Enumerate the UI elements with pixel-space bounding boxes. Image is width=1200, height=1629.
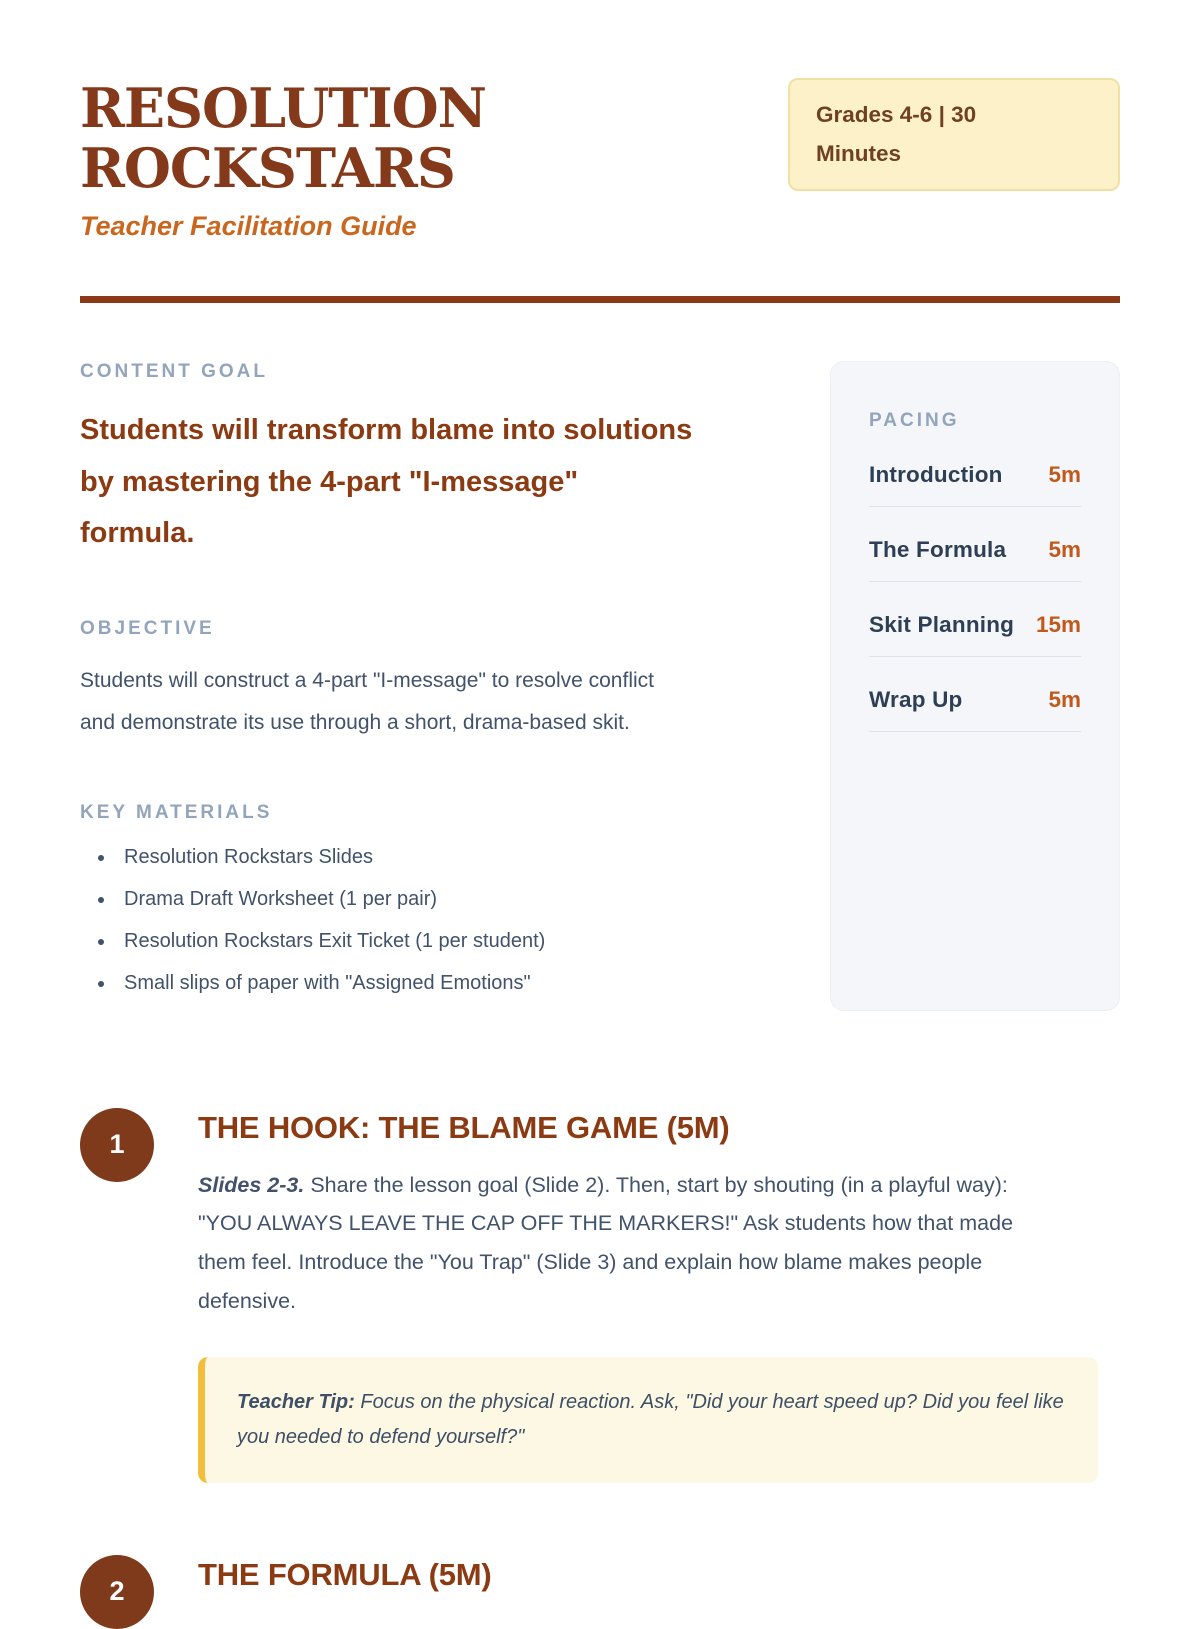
step-number-badge: 2 xyxy=(80,1555,154,1629)
step-body-text xyxy=(198,1166,1046,1321)
header-divider xyxy=(80,296,1120,303)
pacing-label: PACING xyxy=(869,409,960,431)
key-materials-list xyxy=(80,846,798,995)
pacing-item-time: 5m xyxy=(1048,686,1081,712)
pacing-row xyxy=(869,462,1081,507)
pacing-item-label: Wrap Up xyxy=(869,686,963,712)
step-1 xyxy=(80,1102,1120,1483)
step-body-lead: Slides 2-3. xyxy=(198,1172,305,1197)
step-content xyxy=(198,1102,1120,1483)
grade-duration-badge xyxy=(788,78,1120,191)
page-subtitle: Teacher Facilitation Guide xyxy=(80,210,417,241)
step-heading: THE HOOK: THE BLAME GAME (5M) xyxy=(198,1109,730,1145)
pacing-item-time: 5m xyxy=(1048,461,1081,487)
step-number-badge: 1 xyxy=(80,1108,154,1182)
pacing-item-label: Introduction xyxy=(869,461,1003,487)
pacing-item-time: 15m xyxy=(1035,611,1081,637)
teacher-tip-label: Teacher Tip: xyxy=(237,1390,355,1413)
pacing-card xyxy=(830,361,1120,1011)
pacing-item-label: The Formula xyxy=(869,536,1007,562)
step-body-rest: Share the lesson goal (Slide 2). Then, start by shouting (in a playful way): "YOU ALWAYS LEAVE THE CAP OFF THE MARKERS!" Ask students how that made them feel. Introduce the "You Trap" (Slide 3) and explain how blame makes people defensive. xyxy=(198,1172,1014,1313)
pacing-row xyxy=(869,612,1081,657)
step-content xyxy=(198,1549,492,1629)
pacing-row xyxy=(869,687,1081,732)
key-materials-label: KEY MATERIALS xyxy=(80,801,273,823)
teacher-tip-callout xyxy=(198,1357,1098,1483)
content-goal-label: CONTENT GOAL xyxy=(80,360,268,382)
list-item: • Resolution Rockstars Exit Ticket (1 per student) xyxy=(116,930,798,953)
objective-label: OBJECTIVE xyxy=(80,617,215,639)
left-column xyxy=(80,361,798,1014)
objective-text: Students will construct a 4-part "I-message" to resolve conflict and demonstrate its use through a short, drama-based skit. xyxy=(80,668,654,734)
content-goal-text: Students will transform blame into solutions by mastering the 4-part "I-message" formula. xyxy=(80,413,693,550)
page-title: RESOLUTION ROCKSTARS xyxy=(80,76,487,201)
lesson-steps xyxy=(80,1102,1120,1629)
grade-duration-text: Grades 4-6 | 30 Minutes xyxy=(816,102,977,166)
list-item: • Drama Draft Worksheet (1 per pair) xyxy=(116,888,798,911)
list-item: • Small slips of paper with "Assigned Emotions" xyxy=(116,972,798,995)
pacing-item-label: Skit Planning xyxy=(869,611,1015,637)
page-header xyxy=(80,78,1120,242)
pacing-row xyxy=(869,537,1081,582)
pacing-item-time: 5m xyxy=(1048,536,1081,562)
list-item: • Resolution Rockstars Slides xyxy=(116,846,798,869)
teacher-tip-text: Focus on the physical reaction. Ask, "Did your heart speed up? Did you feel like you needed to defend yourself?" xyxy=(237,1390,1064,1448)
title-block xyxy=(80,78,550,242)
step-2 xyxy=(80,1549,1120,1629)
main-content xyxy=(80,361,1120,1014)
step-heading: THE FORMULA (5M) xyxy=(198,1556,492,1592)
